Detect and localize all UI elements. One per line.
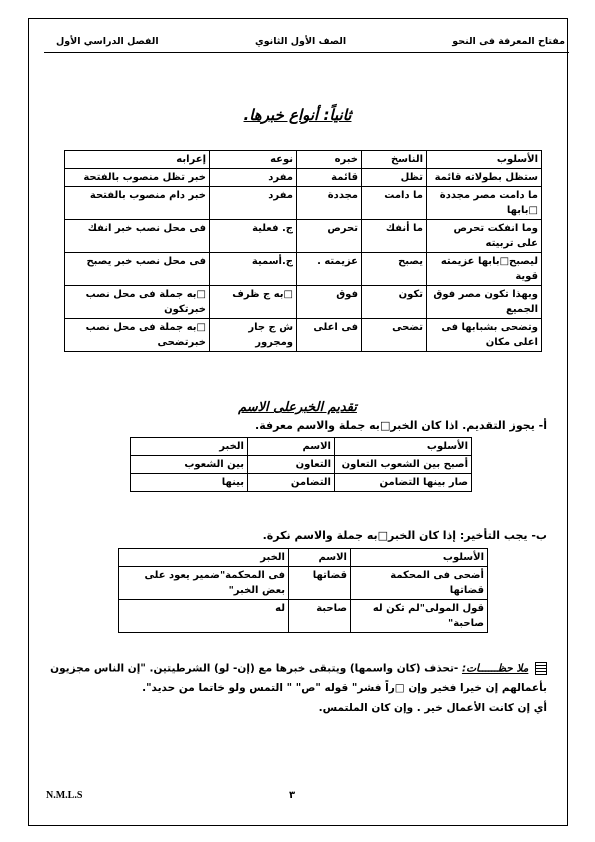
- table-row: [65, 253, 542, 286]
- page-number: ٣: [289, 790, 296, 801]
- table-cell: يصبح: [362, 253, 427, 286]
- part-a-label: أ- يجوز التقديم.: [462, 419, 547, 432]
- table-cell: بينها: [131, 474, 248, 492]
- table-row: [65, 169, 542, 187]
- column-header: الخبر: [131, 438, 248, 456]
- part-a: [255, 419, 547, 432]
- table-cell: تظل: [362, 169, 427, 187]
- table-cell: ما أنفك: [362, 220, 427, 253]
- table-row: [65, 286, 542, 319]
- table-cell: فى محل نصب خبر انفك: [65, 220, 210, 253]
- table-cell: التضامن: [248, 474, 335, 492]
- table-cell: تحرص: [297, 220, 362, 253]
- table-cell: فى المحكمة"ضمير يعود على بعض الخبر": [119, 567, 289, 600]
- part-b-label: ب- يجب التأخير:: [459, 529, 547, 542]
- table-cell: مجددة: [297, 187, 362, 220]
- table-cell: ليصبح□بابها عزيمته قوية: [427, 253, 542, 286]
- table-cell: وما انفكت تحرص على تربيته: [427, 220, 542, 253]
- column-header: الاسم: [289, 549, 351, 567]
- table-cell: أصبح بين الشعوب التعاون: [335, 456, 472, 474]
- notes-line-2: بأعمالهم إن خيرا فخير وإن □راً فشر" قوله "ص" " التمس ولو خاتما من حديد".: [142, 682, 547, 694]
- table-cell: صار بينها التضامن: [335, 474, 472, 492]
- header-grade: الصف الأول الثانوي: [255, 36, 347, 47]
- table-cell: ج. فعلية: [210, 220, 297, 253]
- header-subject: مفتاح المعرفة فى النحو: [452, 36, 565, 47]
- table-row: [65, 220, 542, 253]
- table-cell: قائمة: [297, 169, 362, 187]
- table-cell: عزيمته .: [297, 253, 362, 286]
- table-cell: التعاون: [248, 456, 335, 474]
- table-cell: خبر دام منصوب بالفتحة: [65, 187, 210, 220]
- table-cell: تكون: [362, 286, 427, 319]
- table-cell: صاحبة: [289, 600, 351, 633]
- column-header: الأسلوب: [351, 549, 488, 567]
- table-cell: مفرد: [210, 169, 297, 187]
- table-cell: وتضحى بشبابها فى اعلى مكان: [427, 319, 542, 352]
- notepad-icon: [535, 662, 547, 675]
- table-row: [119, 600, 488, 633]
- part-b: [263, 529, 547, 542]
- part-b-text: إذا كان الخبر□به جملة والاسم نكرة.: [262, 529, 456, 542]
- subtitle: تقديم الخبرعلى الاسم: [238, 400, 357, 415]
- table-header-row: [131, 438, 472, 456]
- table-cell: قضاتها: [289, 567, 351, 600]
- column-header: الأسلوب: [335, 438, 472, 456]
- table-row: [65, 319, 542, 352]
- notes-label: ملا حظــــــات:: [461, 662, 529, 675]
- khabar-types-table: [64, 150, 542, 352]
- table-cell: مفرد: [210, 187, 297, 220]
- table-cell: □به ج ظرف: [210, 286, 297, 319]
- table-cell: تضحى: [362, 319, 427, 352]
- table-cell: ما دامت مصر مجددة □بابها: [427, 187, 542, 220]
- table-cell: فى اعلى: [297, 319, 362, 352]
- column-header: إعرابه: [65, 151, 210, 169]
- notes-line-1: [50, 662, 547, 675]
- table-cell: □به جملة فى محل نصب خبرتضحى: [65, 319, 210, 352]
- table-cell: ستظل بطولاته قائمة: [427, 169, 542, 187]
- table-cell: ش ج جار ومجرور: [210, 319, 297, 352]
- header-divider: [44, 52, 569, 53]
- table-row: [119, 567, 488, 600]
- table-row: [131, 474, 472, 492]
- table-cell: فى محل نصب خبر يصبح: [65, 253, 210, 286]
- notes-text-1: -تحذف (كان واسمها) ويتبقى خبرها مع (إن- لو) الشرطيتين. "إن الناس مجزيون: [50, 662, 459, 675]
- column-header: الناسخ: [362, 151, 427, 169]
- notes-line-3: أي إن كانت الأعمال خير . وإن كان الملتمس.: [318, 702, 547, 714]
- fronting-allowed-table: [130, 437, 472, 492]
- table-cell: وبهذا تكون مصر فوق الجميع: [427, 286, 542, 319]
- column-header: الأسلوب: [427, 151, 542, 169]
- table-header-row: [119, 549, 488, 567]
- section-title: ثانياً: أنواع خبرها.: [243, 106, 352, 124]
- table-row: [65, 187, 542, 220]
- table-cell: □به جملة فى محل نصب خبرتكون: [65, 286, 210, 319]
- table-cell: ج.أسمية: [210, 253, 297, 286]
- header-term: الفصل الدراسي الأول: [56, 36, 159, 47]
- table-cell: ما دامت: [362, 187, 427, 220]
- column-header: الاسم: [248, 438, 335, 456]
- postponement-required-table: [118, 548, 488, 633]
- column-header: خبره: [297, 151, 362, 169]
- part-a-text: اذا كان الخبر□به جملة والاسم معرفة.: [255, 419, 459, 432]
- table-cell: قول المولى"لم تكن له صاحبة": [351, 600, 488, 633]
- table-cell: بين الشعوب: [131, 456, 248, 474]
- table-cell: فوق: [297, 286, 362, 319]
- column-header: نوعه: [210, 151, 297, 169]
- footer-initials: N.M.L.S: [46, 790, 83, 801]
- column-header: الخبر: [119, 549, 289, 567]
- table-cell: خبر تظل منصوب بالفتحة: [65, 169, 210, 187]
- table-cell: له: [119, 600, 289, 633]
- table-cell: أضحى فى المحكمة قضاتها: [351, 567, 488, 600]
- table-row: [131, 456, 472, 474]
- table-header-row: [65, 151, 542, 169]
